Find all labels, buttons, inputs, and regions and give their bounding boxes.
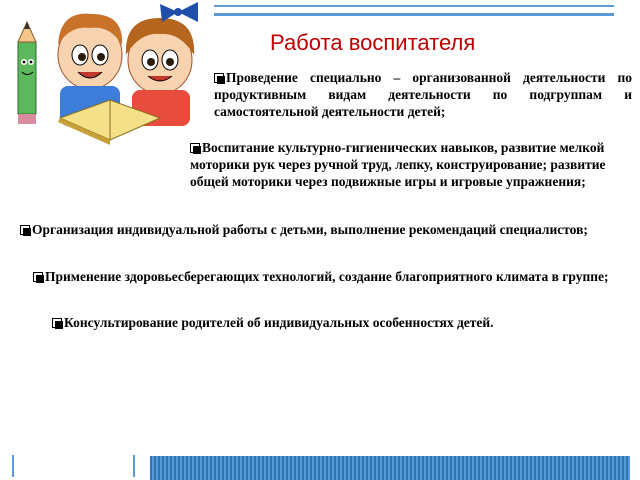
checkbox-bullet-icon [52,318,62,328]
page-title: Работа воспитателя [270,30,476,55]
list-item: Воспитание культурно-гигиенических навыков, развитие мелкой моторики рук через ручной труд, лепку, конструирование; развитие общей моторики через подвижные игры и игровые упражнения; [190,140,606,189]
checkbox-bullet-icon [214,73,224,83]
list-item: Проведение специально – организованной деятельности по продуктивным видам деятельности по подгруппам и самостоятельной деятельности детей; [214,70,632,119]
list-item: Консультирование родителей об индивидуальных особенностях детей. [52,314,622,331]
checkbox-bullet-icon [190,143,200,153]
footer-rule-right [133,455,135,477]
list-item: Применение здоровьесберегающих технологий, создание благоприятного климата в группе; [33,268,613,285]
top-rule [214,5,614,7]
children-reading-illustration [0,0,215,145]
footer-bar [150,456,630,480]
top-rule-thick [214,13,614,16]
list-item: Организация индивидуальной работы с детьми, выполнение рекомендаций специалистов; [20,221,610,238]
checkbox-bullet-icon [20,225,30,235]
footer-rule-left [12,455,14,477]
checkbox-bullet-icon [33,272,43,282]
